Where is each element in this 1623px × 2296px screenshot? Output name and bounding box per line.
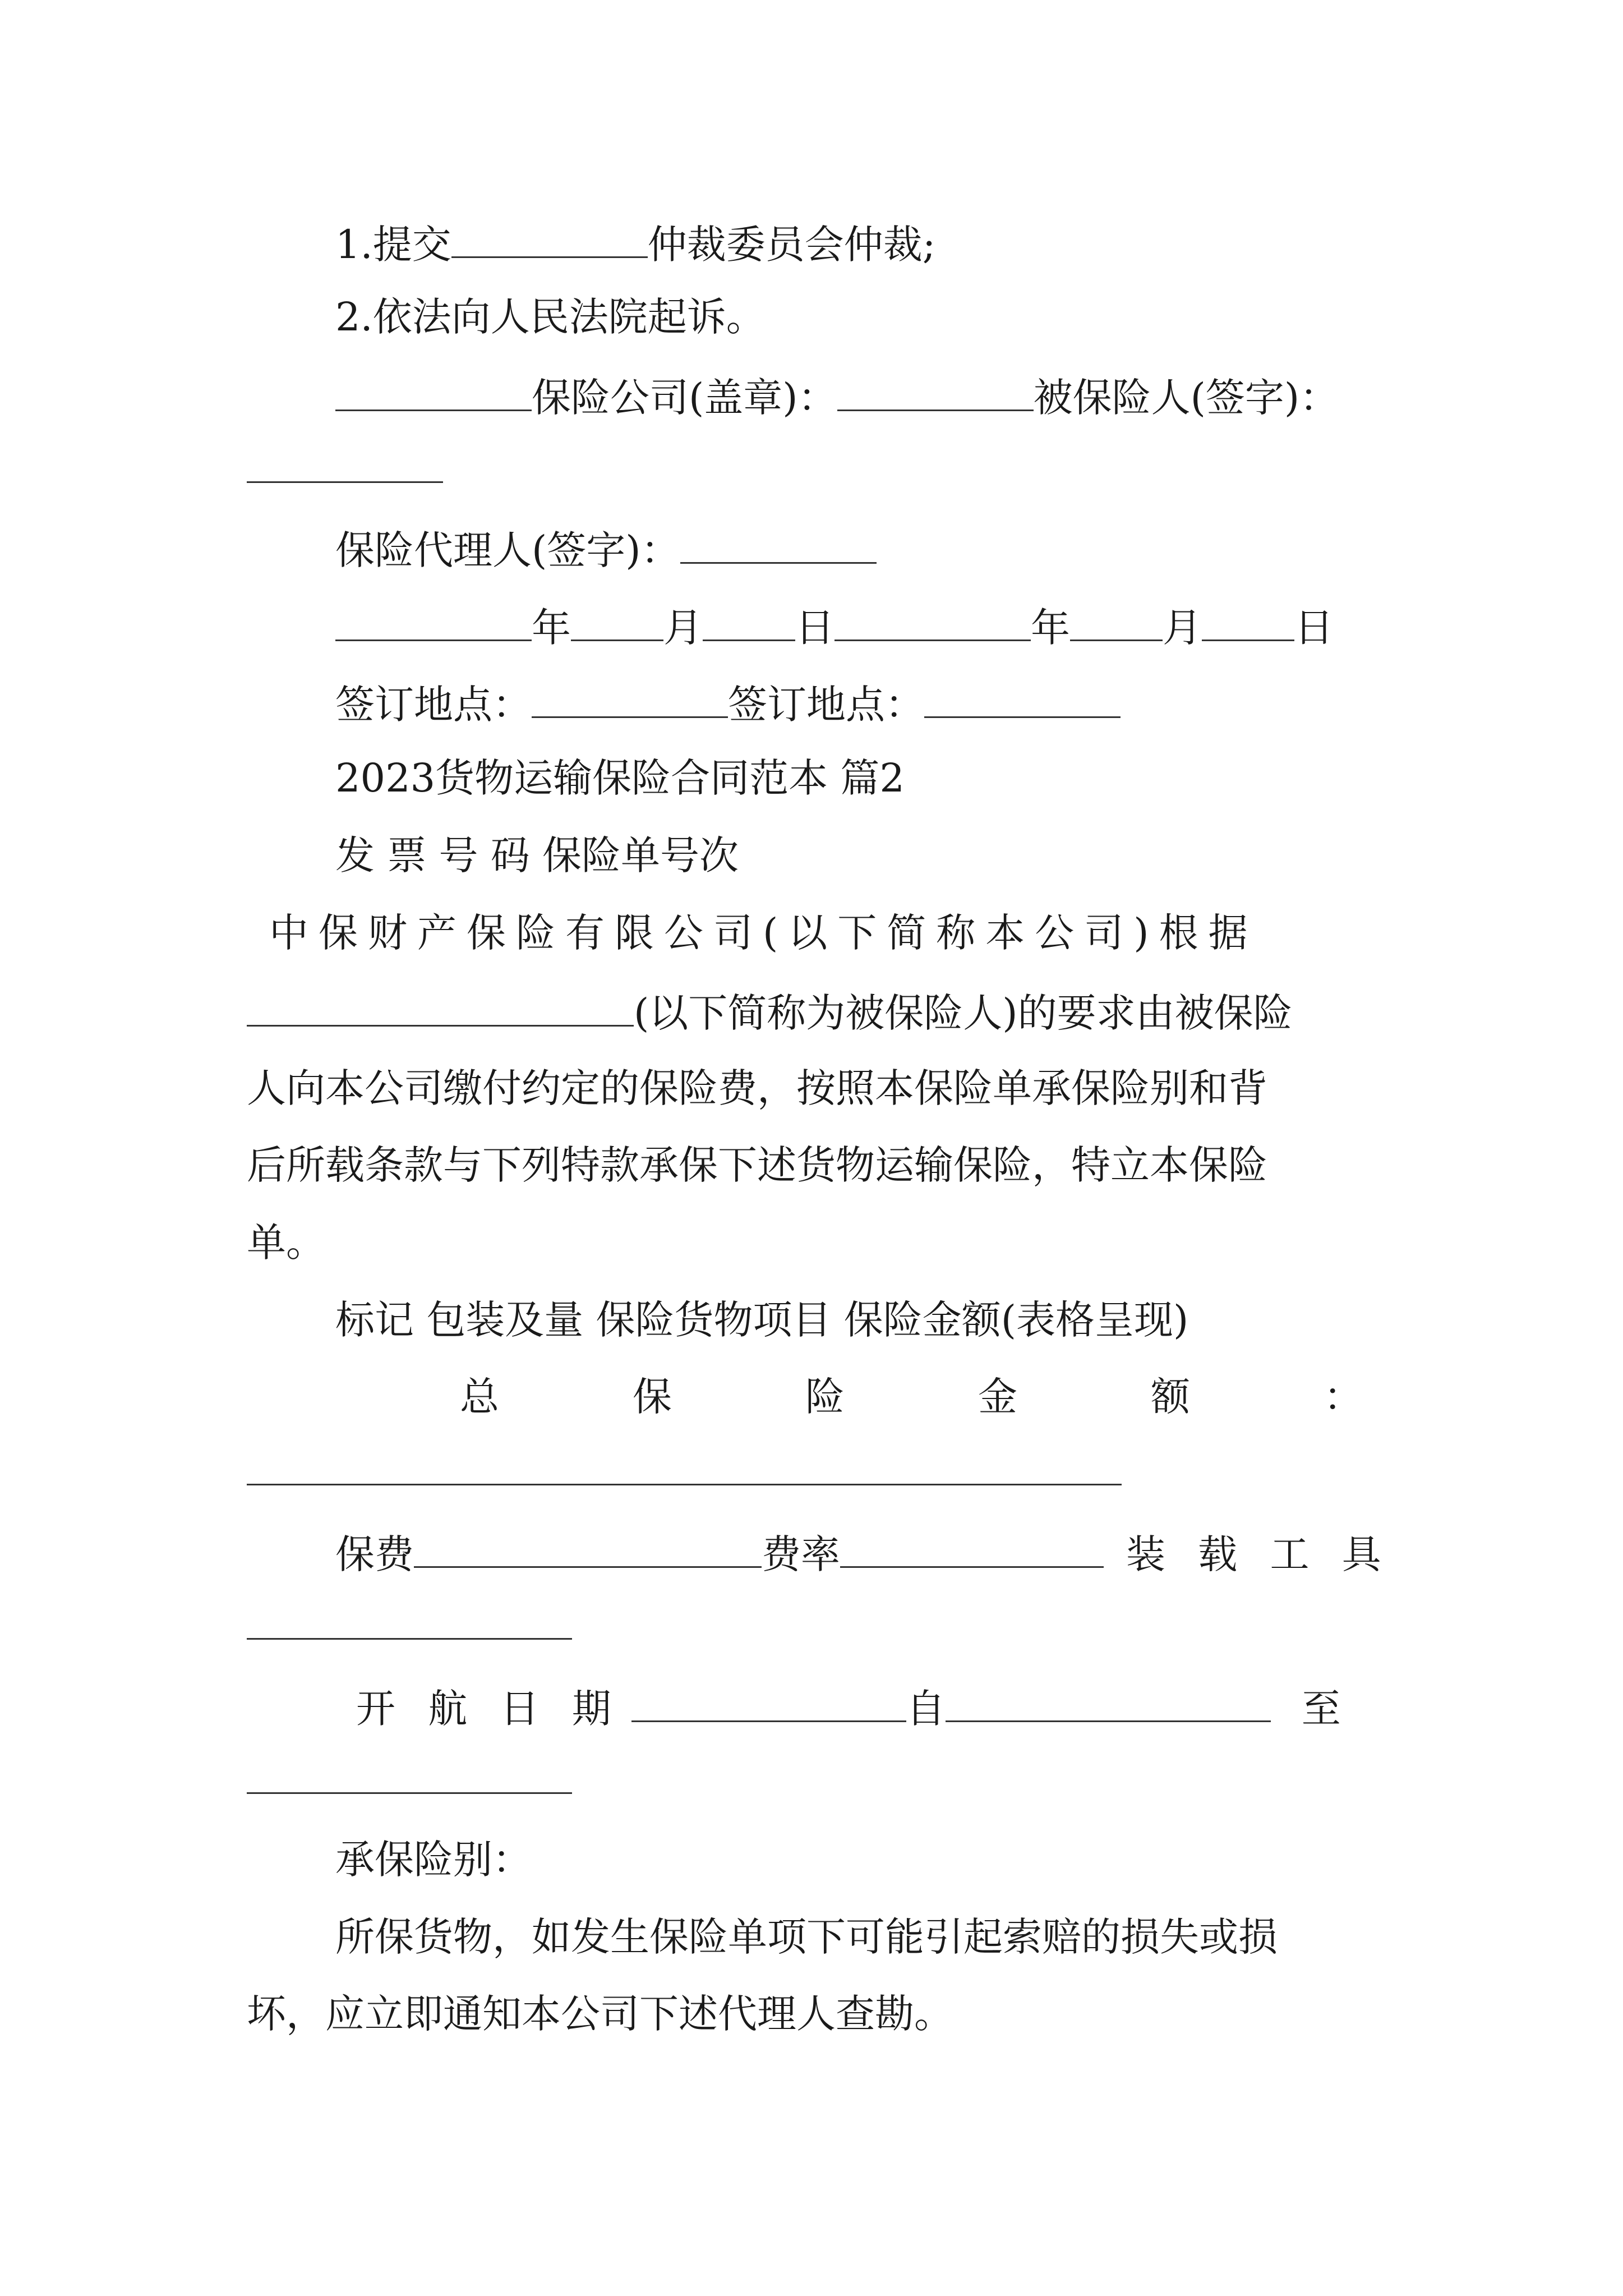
from-label: 自 <box>906 1686 946 1732</box>
year-label-2: 年 <box>1031 605 1070 651</box>
clause-arbitration <box>335 222 1385 268</box>
rate-label: 费率 <box>762 1531 840 1577</box>
policy-intro-line-4: 后所载条款与下列特款承保下述货物运输保险，特立本保险 <box>247 1142 1267 1188</box>
section-heading: 2023货物运输保险合同范本 篇2 <box>335 755 905 801</box>
clause-arbitration-suffix: 仲裁委员会仲裁; <box>647 222 936 268</box>
date-day-blank-2[interactable] <box>1202 605 1294 641</box>
cargo-table-header-line: 标记 包装及量 保险货物项目 保险金额(表格呈现) <box>335 1297 1189 1343</box>
agent-signature-label: 保险代理人(签字)： <box>335 527 680 573</box>
signing-place-blank-2[interactable] <box>924 682 1121 718</box>
date-year-blank-1[interactable] <box>335 605 532 641</box>
insured-name-blank[interactable] <box>247 990 634 1027</box>
premium-line <box>335 1531 1391 1577</box>
insurer-seal-blank[interactable] <box>837 375 1034 411</box>
premium-blank[interactable] <box>414 1531 762 1568</box>
total-char-4: 金 <box>978 1374 1017 1420</box>
policy-intro-line-2 <box>247 990 1385 1036</box>
year-label-1: 年 <box>532 605 571 651</box>
insurer-seal-label: 保险公司(盖章)： <box>532 375 837 421</box>
total-char-5: 额 <box>1151 1374 1190 1420</box>
invoice-number-line: 发 票 号 码 保险单号次 <box>335 832 739 878</box>
policy-intro-text-2: (以下简称为被保险人)的要求由被保险 <box>634 990 1293 1036</box>
rate-blank[interactable] <box>840 1531 1104 1568</box>
total-char-3: 险 <box>805 1374 845 1420</box>
policy-intro-line-1 <box>247 910 1385 956</box>
claims-notice-line-2: 坏，应立即通知本公司下述代理人查勘。 <box>247 1991 953 2037</box>
date-year-blank-2[interactable] <box>834 605 1031 641</box>
policy-intro-line-3: 人向本公司缴付约定的保险费，按照本保险单承保险别和背 <box>247 1065 1267 1111</box>
premium-label: 保费 <box>335 1531 414 1577</box>
policy-intro-text: 中保财产保险有限公司(以下简称本公司)根据 <box>269 910 1258 956</box>
to-label: 至 <box>1301 1686 1341 1732</box>
total-insured-amount-label <box>460 1374 1363 1420</box>
coverage-label: 承保险别： <box>335 1837 532 1883</box>
date-month-blank-2[interactable] <box>1070 605 1163 641</box>
policy-intro-line-5: 单。 <box>247 1220 325 1266</box>
date-month-blank-1[interactable] <box>571 605 663 641</box>
signature-line-company <box>335 375 1385 421</box>
sailing-date-line <box>356 1686 1406 1732</box>
sailing-date-blank[interactable] <box>631 1686 906 1722</box>
clause-arbitration-prefix: 1.提交 <box>335 222 451 268</box>
signing-place-line <box>335 682 1385 728</box>
insurer-name-blank[interactable] <box>335 375 532 411</box>
total-char-2: 保 <box>633 1374 672 1420</box>
sailing-date-label: 开 航 日 期 <box>356 1686 621 1732</box>
month-label-1: 月 <box>663 605 703 651</box>
total-char-6: ： <box>1324 1374 1363 1420</box>
signing-place-blank-1[interactable] <box>532 682 728 718</box>
total-char-1: 总 <box>460 1374 499 1420</box>
signing-place-label-1: 签订地点： <box>335 682 532 728</box>
agent-signature-line <box>335 527 1385 573</box>
conveyance-blank[interactable] <box>247 1638 572 1640</box>
from-blank[interactable] <box>946 1686 1271 1722</box>
conveyance-label: 装 载 工 具 <box>1126 1531 1391 1577</box>
total-insured-amount-blank[interactable] <box>247 1484 1122 1485</box>
day-label-2: 日 <box>1294 605 1334 651</box>
to-blank[interactable] <box>247 1792 572 1794</box>
date-line <box>335 605 1385 651</box>
day-label-1: 日 <box>795 605 834 651</box>
month-label-2: 月 <box>1163 605 1202 651</box>
signing-place-label-2: 签订地点： <box>728 682 924 728</box>
date-day-blank-1[interactable] <box>703 605 795 641</box>
total-insured-amount-line <box>460 1374 1363 1420</box>
policy-intro-text-1 <box>247 910 1385 956</box>
agent-signature-blank[interactable] <box>680 527 877 564</box>
insured-signature-blank[interactable] <box>247 481 443 483</box>
arbitration-commission-blank[interactable] <box>451 222 648 258</box>
insured-signature-label: 被保险人(签字)： <box>1033 375 1339 421</box>
clause-lawsuit: 2.依法向人民法院起诉。 <box>335 294 766 340</box>
claims-notice-line-1: 所保货物，如发生保险单项下可能引起索赔的损失或损 <box>335 1914 1278 1960</box>
